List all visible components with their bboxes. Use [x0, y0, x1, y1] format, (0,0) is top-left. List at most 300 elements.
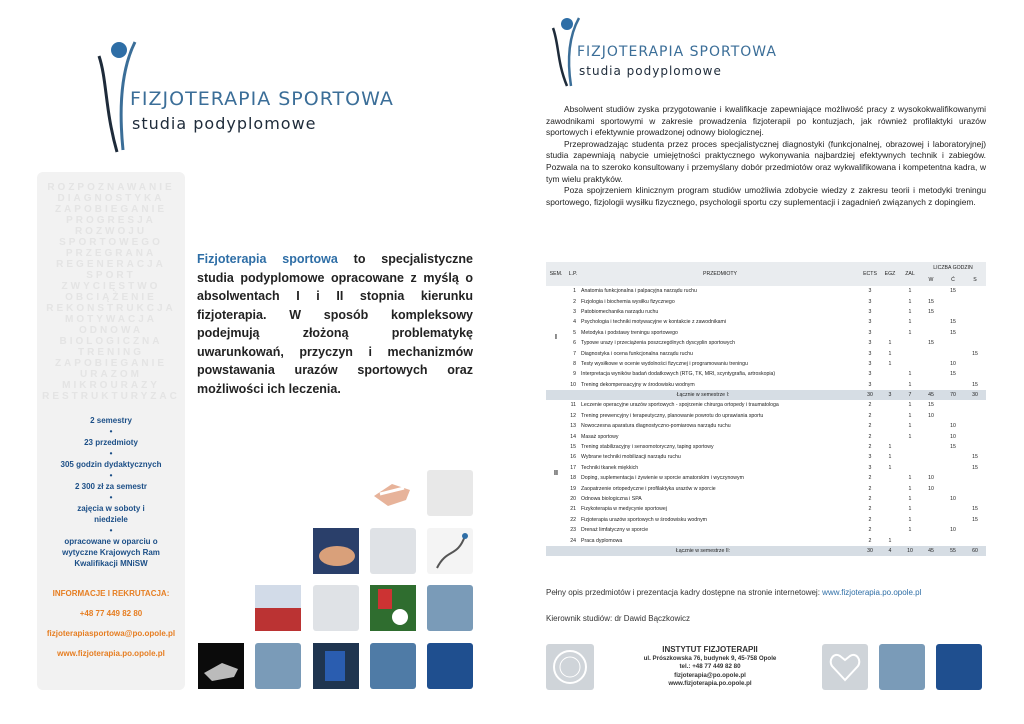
row-value: 1	[908, 371, 912, 378]
row-value	[920, 359, 942, 369]
row-value: 15	[972, 506, 978, 513]
row-value: 1	[908, 381, 912, 388]
row-value	[964, 411, 986, 421]
total-value: 4	[880, 546, 900, 556]
row-value	[880, 369, 900, 379]
row-value: 1	[888, 360, 892, 367]
row-value: 3	[868, 308, 872, 315]
subject-name: Wybrane techniki mobilizacji narządu ruchu	[581, 454, 681, 461]
sport-photo-icon	[313, 643, 359, 689]
row-value: 1	[908, 412, 912, 419]
right-logo	[545, 16, 865, 90]
table-row	[546, 369, 986, 379]
fact-item: 305 godzin dydaktycznych	[60, 460, 162, 469]
row-value	[964, 421, 986, 431]
tile	[370, 643, 416, 689]
total-value: 30	[964, 390, 986, 400]
logo-subtitle: studia podyplomowe	[579, 64, 722, 78]
row-value: 3	[868, 371, 872, 378]
row-value	[920, 286, 942, 296]
row-value	[920, 317, 942, 327]
row-value: 1	[908, 475, 912, 482]
row-value: 2	[868, 506, 872, 513]
paragraph: Poza spojrzeniem klinicznym program studiów umożliwia zdobycie wiedzy z zakresu teorii i metodyki treningu sportowego, fizjologii wysiłku fizycznego, psychologii sportu czy suplementacji i zagadnień związanych z dopingiem.	[546, 185, 986, 207]
subject-name: Nowoczesna aparatura diagnostyczno-pomiarowa narządu ruchu	[581, 423, 731, 430]
subject-name: Typowe urazy i przeciążenia poszczególnych dyscyplin sportowych	[581, 340, 735, 347]
row-value	[900, 348, 920, 358]
institute-phone: tel.: +48 77 449 82 80	[679, 663, 741, 670]
row-value: 1	[908, 402, 912, 409]
row-value	[880, 296, 900, 306]
total-value: 60	[964, 546, 986, 556]
row-value	[942, 338, 964, 348]
row-value: 15	[950, 319, 956, 326]
table-row	[546, 483, 986, 493]
row-value: 10	[950, 360, 956, 367]
row-value: 10	[928, 412, 934, 419]
table-row	[546, 421, 986, 431]
row-value	[942, 463, 964, 473]
row-value	[920, 515, 942, 525]
total-label: Łącznie w semestrze I:	[546, 390, 860, 400]
row-value: 2	[868, 412, 872, 419]
description-paragraphs	[546, 104, 986, 208]
subject-name: Zaopatrzenie ortopedyczne i profilaktyka urazów w sporcie	[581, 485, 716, 492]
row-value	[880, 307, 900, 317]
table-row	[546, 348, 986, 358]
subject-name: Techniki tkanek miękkich	[581, 464, 639, 471]
table-row	[546, 307, 986, 317]
row-number: 8	[573, 360, 576, 367]
subject-name: Masaż sportowy	[581, 433, 619, 440]
header-egz: EGZ	[880, 262, 900, 286]
row-value: 10	[950, 433, 956, 440]
tile	[255, 585, 301, 631]
stethoscope-photo-icon	[427, 528, 473, 574]
row-value	[964, 369, 986, 379]
row-number: 11	[570, 402, 576, 409]
subject-name: Trening prewencyjny i terapeutyczny, planowanie powrotu do uprawiania sportu	[581, 412, 764, 419]
total-value: 70	[942, 390, 964, 400]
semester-label: I	[555, 334, 557, 342]
row-value	[942, 307, 964, 317]
header-lp: L.P.	[566, 262, 580, 286]
row-number: 10	[570, 381, 576, 388]
row-value	[880, 504, 900, 514]
semester-total-row	[546, 546, 986, 556]
row-value	[920, 504, 942, 514]
row-number: 13	[570, 423, 576, 430]
row-value	[964, 535, 986, 545]
header-subjects: PRZEDMIOTY	[580, 262, 860, 286]
row-value	[920, 442, 942, 452]
row-value	[964, 442, 986, 452]
subject-name: Interpretacja wyników badań dodatkowych (RTG, TK, MRI, scyntygrafia, artroskopia)	[581, 371, 776, 378]
row-value: 10	[950, 423, 956, 430]
row-number: 16	[570, 454, 576, 461]
table-row	[546, 338, 986, 348]
row-value	[942, 452, 964, 462]
table-row	[546, 463, 986, 473]
institute-web[interactable]: www.fizjoterapia.po.opole.pl	[668, 680, 752, 687]
row-value: 15	[950, 288, 956, 295]
website-link[interactable]: www.fizjoterapia.po.opole.pl	[822, 588, 922, 597]
total-value: 45	[920, 390, 942, 400]
paragraph: Absolwent studiów zyska przygotowanie i kwalifikacje zapewniające możliwość pracy z wysokokwalifikowanymi zawodnikami sportowymi w zakresie prowadzenia fizjoterapii po kontuzjach, jak również profilaktyki urazów sportowych i efektywnie prowadzonej odnowy biologicznej.	[546, 104, 986, 138]
row-value: 1	[908, 319, 912, 326]
row-value: 15	[928, 298, 934, 305]
row-value	[964, 338, 986, 348]
intro-body: to specjalistyczne studia podyplomowe opracowane z myślą o absolwentach I i II stopnia kierunku fizjoterapia. W sposób kompleksowy podejmują złożoną problematykę uwarunkowań, przyczyn i mechanizmów powstawania urazów sportowych oraz możliwości ich leczenia.	[197, 252, 473, 396]
info-heading: INFORMACJE I REKRUTACJA:	[52, 589, 170, 598]
info-block	[37, 588, 185, 668]
subject-name: Fizjologia i biochemia wysiłku fizycznego	[581, 298, 675, 305]
seal-icon	[546, 644, 594, 690]
info-web[interactable]: www.fizjoterapia.po.opole.pl	[57, 649, 165, 658]
full-desc-text: Pełny opis przedmiotów i prezentacja kadry dostępne na stronie internetowej:	[546, 588, 820, 597]
tile	[427, 528, 473, 574]
subject-name: Fizykoterapia w medycynie sportowej	[581, 506, 667, 513]
row-value: 2	[868, 433, 872, 440]
tile	[370, 528, 416, 574]
subject-name: Anatomia funkcjonalna i palpacyjna narządu ruchu	[581, 288, 697, 295]
total-label: Łącznie w semestrze II:	[546, 546, 860, 556]
header-s: S	[964, 274, 986, 286]
row-value	[920, 463, 942, 473]
row-number: 22	[570, 516, 576, 523]
row-value: 1	[908, 516, 912, 523]
row-value: 10	[928, 475, 934, 482]
row-value: 1	[908, 423, 912, 430]
subject-name: Trening dekompensacyjny w środowisku wodnym	[581, 381, 695, 388]
fact-item: 23 przedmioty	[84, 438, 138, 447]
subject-name: Leczenie operacyjne urazów sportowych - spojrzenie chirurga ortopedy i traumatologa	[581, 402, 779, 409]
row-number: 9	[573, 371, 576, 378]
header-c: Ć	[942, 274, 964, 286]
row-value	[964, 400, 986, 410]
row-value	[900, 452, 920, 462]
institute-email[interactable]: fizjoterapia@po.opole.pl	[674, 671, 746, 679]
semester-label: II	[554, 469, 558, 477]
tile	[370, 585, 416, 631]
row-value	[880, 473, 900, 483]
tile	[198, 643, 244, 689]
total-value: 30	[860, 546, 880, 556]
row-number: 1	[573, 288, 576, 295]
row-value	[964, 286, 986, 296]
bandage-photo-icon	[370, 470, 416, 516]
row-value: 3	[868, 329, 872, 336]
row-value	[920, 369, 942, 379]
manager-note: Kierownik studiów: dr Dawid Bączkowicz	[546, 614, 691, 623]
row-value: 1	[888, 340, 892, 347]
total-value: 45	[920, 546, 942, 556]
row-value: 2	[868, 423, 872, 430]
row-value: 3	[868, 360, 872, 367]
intro-highlight: Fizjoterapia sportowa	[197, 252, 338, 266]
row-value	[880, 421, 900, 431]
tile	[313, 643, 359, 689]
massage-photo-icon	[313, 528, 359, 574]
row-value	[942, 504, 964, 514]
row-value: 1	[888, 454, 892, 461]
row-value	[964, 328, 986, 338]
table-row	[546, 525, 986, 535]
row-number: 24	[570, 537, 576, 544]
row-value	[920, 431, 942, 441]
row-value: 1	[888, 350, 892, 357]
table-row	[546, 359, 986, 369]
row-value	[964, 359, 986, 369]
fact-item: 2 semestry	[90, 416, 132, 425]
row-number: 18	[570, 475, 576, 482]
row-value	[920, 328, 942, 338]
row-number: 5	[573, 329, 576, 336]
table-row	[546, 431, 986, 441]
subject-name: Praca dyplomowa	[581, 537, 623, 544]
subject-name: Drenaż limfatyczny w sporcie	[581, 527, 649, 534]
row-value	[920, 494, 942, 504]
left-logo	[85, 40, 455, 160]
row-value: 2	[868, 444, 872, 451]
university-seal	[546, 644, 594, 690]
tile	[427, 585, 473, 631]
row-value	[880, 380, 900, 390]
xray-photo-icon	[198, 643, 244, 689]
row-value	[964, 494, 986, 504]
row-value	[964, 431, 986, 441]
table-row	[546, 296, 986, 306]
tile	[879, 644, 925, 690]
row-value	[942, 515, 964, 525]
row-number: 12	[570, 412, 576, 419]
header-w: W	[920, 274, 942, 286]
row-value: 1	[908, 329, 912, 336]
subject-name: Fizjoterapia urazów sportowych w środowisku wodnym	[581, 516, 707, 523]
table-row	[546, 494, 986, 504]
row-value: 3	[868, 454, 872, 461]
row-value: 3	[868, 298, 872, 305]
row-value: 15	[972, 381, 978, 388]
row-value	[880, 400, 900, 410]
row-number: 2	[573, 298, 576, 305]
row-value	[942, 473, 964, 483]
row-value: 1	[908, 288, 912, 295]
row-number: 3	[573, 308, 576, 315]
subject-name: Doping, suplementacja i żywienie w sporcie amatorskim i wyczynowym	[581, 475, 744, 482]
row-number: 15	[570, 444, 576, 451]
table-row	[546, 317, 986, 327]
row-value: 2	[868, 496, 872, 502]
total-value: 7	[900, 390, 920, 400]
curriculum-table	[546, 262, 986, 556]
facts-list: 2 semestry • 23 przedmioty • 305 godzin dydaktycznych • 2 300 zł za semestr • zajęcia w soboty i niedziele • opracowane w oparciu o wytyczne Krajowych Ram Kwalifikacji MNiSW	[37, 415, 185, 569]
row-number: 14	[570, 433, 576, 440]
tile	[370, 470, 416, 516]
row-value: 1	[888, 444, 892, 451]
paragraph: Przeprowadzając studenta przez proces specjalistycznej diagnostyki (funkcjonalnej, obrazowej i laboratoryjnej) studia zapewniają nabycie umiejętności praktycznego wykonywania najbardziej efektywnych technik i zabiegów. Pozwala na to szeroko konsultowany i przemyślany dobór przedmiotów oraz wykwalifikowana i kompetentna kadra, w tym wielu praktyków.	[546, 138, 986, 184]
row-number: 21	[570, 506, 576, 513]
row-value: 15	[928, 308, 934, 315]
row-value	[920, 525, 942, 535]
row-number: 19	[570, 485, 576, 492]
row-value	[964, 525, 986, 535]
table-row	[546, 452, 986, 462]
total-value: 3	[880, 390, 900, 400]
row-value: 1	[888, 537, 892, 544]
row-value: 1	[908, 298, 912, 305]
row-number: 4	[573, 319, 576, 326]
row-value	[964, 317, 986, 327]
football-photo-icon	[370, 585, 416, 631]
row-number: 6	[573, 340, 576, 347]
row-value	[900, 338, 920, 348]
athlete-photo-icon	[255, 585, 301, 631]
info-email[interactable]: fizjoterapiasportowa@po.opole.pl	[46, 629, 176, 638]
subject-name: Patobiomechanika narządu ruchu	[581, 308, 659, 315]
tile	[427, 470, 473, 516]
tile	[936, 644, 982, 690]
institute-name: INSTYTUT FIZJOTERAPII	[662, 645, 758, 654]
row-value: 1	[908, 485, 912, 492]
row-value	[920, 380, 942, 390]
row-value	[880, 515, 900, 525]
row-value	[964, 473, 986, 483]
institute-address: ul. Prószkowska 76, budynek 9, 45-758 Opole	[643, 654, 777, 662]
watermark-text: ROZPOZNAWANIE DIAGNOSTYKA ZAPOBIEGANIE PROGRESJA ROZWOJU SPORTOWEGO PRZEGRANA REGENERACJA SPORT ZWYCIĘSTWO OBCIĄŻENIE REKONSTRUKCJA MOTYWACJA ODNOWA BIOLOGICZNA TRENING ZAPOBIEGANIE URAZOM MIKROURAZY RESTRUKTURYZAC	[42, 182, 180, 402]
row-value	[964, 483, 986, 493]
subject-name: Trening stabilizacyjny i sensomotoryczny, taping sportowy	[581, 444, 714, 451]
row-value	[900, 535, 920, 545]
tile	[427, 643, 473, 689]
row-value: 1	[908, 506, 912, 513]
row-number: 20	[570, 496, 576, 502]
total-value: 10	[900, 546, 920, 556]
row-value	[942, 535, 964, 545]
subject-name: Diagnostyka i ocena funkcjonalna narządu ruchu	[581, 350, 693, 357]
row-value: 3	[868, 464, 872, 471]
row-value: 1	[908, 527, 912, 534]
row-value: 1	[908, 496, 912, 502]
header-ects: ECTS	[860, 262, 880, 286]
logo-title: FIZJOTERAPIA SPORTOWA	[130, 88, 394, 110]
row-value: 10	[950, 496, 956, 502]
intro-text	[197, 250, 473, 398]
logo-title: FIZJOTERAPIA SPORTOWA	[577, 44, 777, 60]
row-value: 15	[928, 402, 934, 409]
row-value	[942, 483, 964, 493]
row-value: 2	[868, 516, 872, 523]
row-value	[920, 348, 942, 358]
table-row	[546, 504, 986, 514]
row-value	[942, 380, 964, 390]
row-value: 15	[972, 350, 978, 357]
row-value	[880, 494, 900, 504]
row-value: 3	[868, 350, 872, 357]
tile	[313, 585, 359, 631]
fact-item: zajęcia w soboty i niedziele	[77, 504, 145, 524]
fact-item: 2 300 zł za semestr	[74, 482, 148, 491]
row-value	[964, 296, 986, 306]
table-row	[546, 515, 986, 525]
row-value	[880, 411, 900, 421]
row-value: 15	[972, 454, 978, 461]
table-row	[546, 535, 986, 545]
semester-total-row	[546, 390, 986, 400]
row-value: 10	[928, 485, 934, 492]
row-value: 10	[950, 527, 956, 534]
row-value	[942, 400, 964, 410]
row-value	[900, 442, 920, 452]
row-value: 15	[950, 371, 956, 378]
subject-name: Metodyka i podstawy treningu sportowego	[581, 329, 678, 336]
tile	[313, 528, 359, 574]
row-value: 3	[868, 319, 872, 326]
row-value: 15	[972, 516, 978, 523]
table-row	[546, 380, 986, 390]
subject-name: Odnowa biologiczna i SPA	[581, 496, 642, 502]
row-value	[942, 296, 964, 306]
row-value: 1	[908, 308, 912, 315]
header-sem: SEM.	[546, 262, 566, 286]
tile	[255, 643, 301, 689]
header-hours: LICZBA GODZIN	[920, 262, 986, 274]
row-value: 1	[908, 433, 912, 440]
row-value	[880, 525, 900, 535]
row-value	[880, 286, 900, 296]
row-value	[900, 463, 920, 473]
row-value: 1	[888, 464, 892, 471]
total-value: 30	[860, 390, 880, 400]
row-number: 23	[570, 527, 576, 534]
subject-name: Testy wysiłkowe w ocenie wydolności fizycznej i programowaniu treningu	[581, 360, 748, 367]
row-value: 15	[950, 444, 956, 451]
table-row	[546, 328, 986, 338]
table-row	[546, 400, 986, 410]
row-value	[920, 535, 942, 545]
row-value: 2	[868, 537, 872, 544]
row-value: 2	[868, 485, 872, 492]
table-row	[546, 473, 986, 483]
row-value: 3	[868, 288, 872, 295]
row-value	[880, 328, 900, 338]
row-number: 7	[573, 350, 576, 357]
row-value: 2	[868, 527, 872, 534]
header-zal: ZAL	[900, 262, 920, 286]
row-value	[920, 421, 942, 431]
row-value: 3	[868, 340, 872, 347]
row-value	[920, 452, 942, 462]
full-description-note	[546, 588, 921, 597]
heart-logo-tile	[822, 644, 868, 690]
logo-subtitle: studia podyplomowe	[132, 114, 317, 133]
row-value	[900, 359, 920, 369]
info-phone[interactable]: +48 77 449 82 80	[79, 609, 143, 618]
row-value	[942, 348, 964, 358]
row-value: 3	[868, 381, 872, 388]
total-value: 55	[942, 546, 964, 556]
heart-icon	[822, 644, 868, 690]
table-row	[546, 411, 986, 421]
row-value: 15	[928, 340, 934, 347]
row-value: 2	[868, 402, 872, 409]
row-value	[880, 317, 900, 327]
fact-item: opracowane w oparciu o wytyczne Krajowych Ram Kwalifikacji MNiSW	[62, 537, 160, 568]
table-row	[546, 286, 986, 296]
row-value	[942, 411, 964, 421]
row-value	[964, 307, 986, 317]
row-value: 15	[950, 329, 956, 336]
